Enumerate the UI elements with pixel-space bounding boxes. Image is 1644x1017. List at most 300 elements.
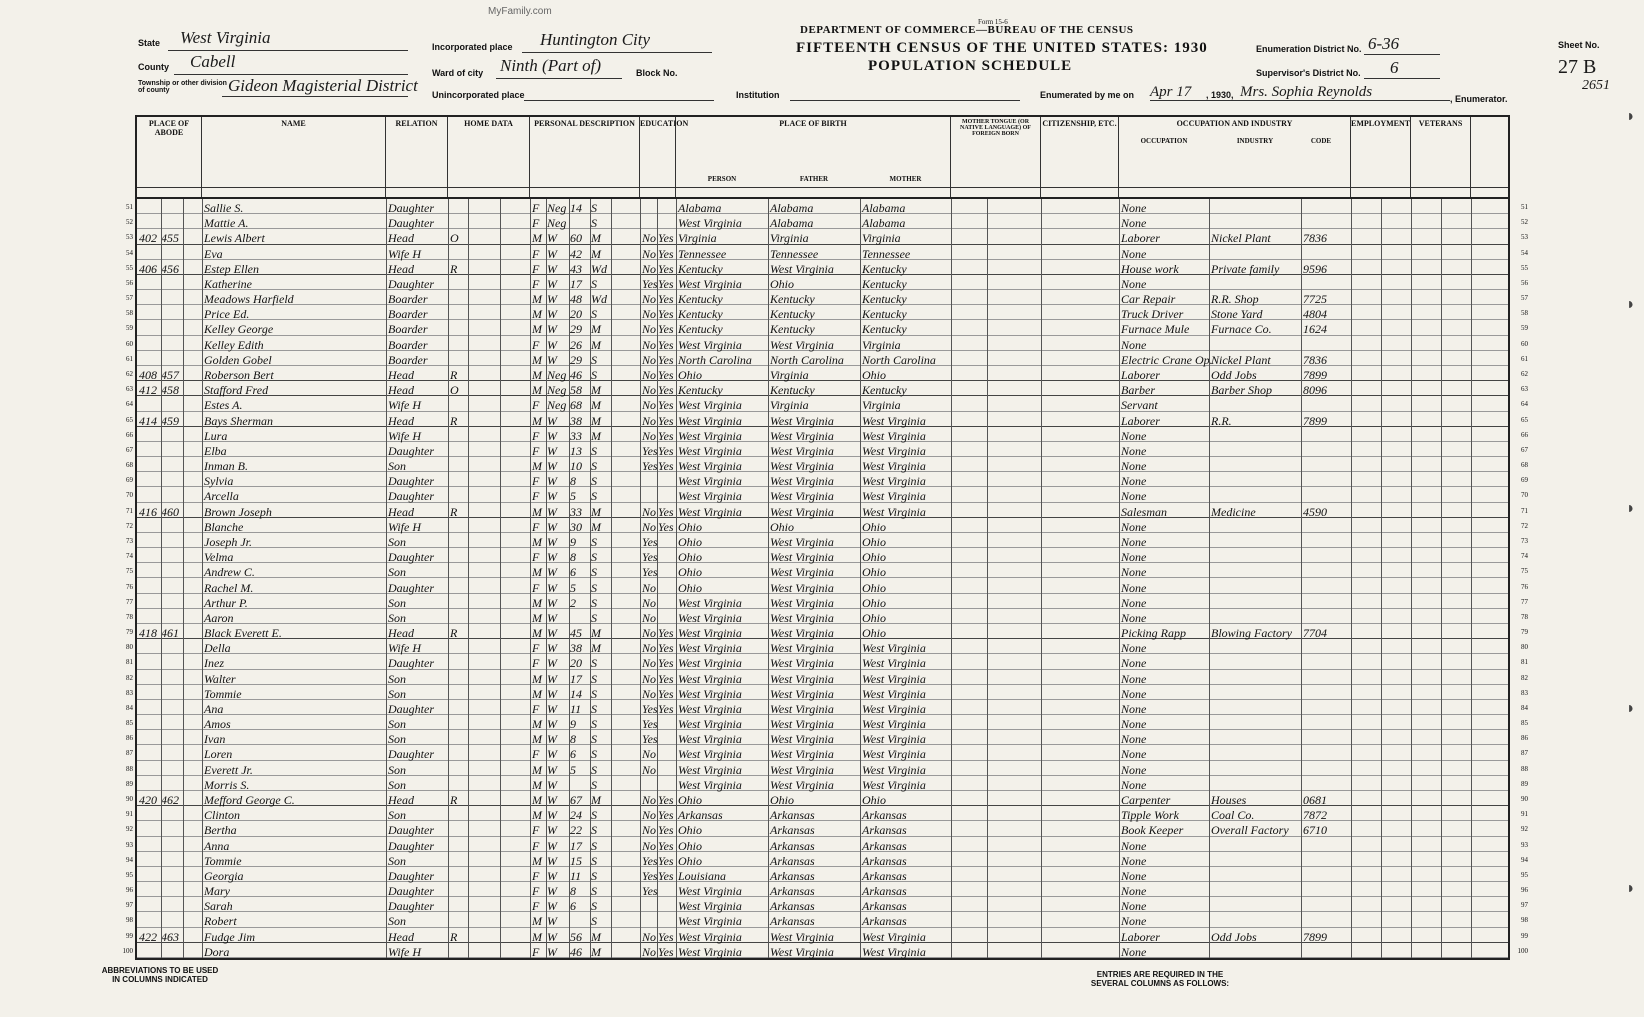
cell-occ: None — [1121, 443, 1147, 458]
cell-rd: Yes — [658, 292, 674, 307]
cell-race: W — [547, 489, 557, 504]
cell-age: 11 — [570, 701, 582, 716]
cell-sex: M — [532, 626, 542, 641]
cell-mar: S — [591, 838, 597, 853]
cell-sch: No — [642, 246, 657, 261]
cell-code: 7836 — [1303, 352, 1327, 367]
subhead-father: FATHER — [799, 175, 829, 183]
cell-fbp: Alabama — [770, 216, 814, 231]
cell-sex: F — [532, 747, 540, 762]
line-number-right: 85 — [1521, 719, 1528, 728]
cell-occ: None — [1121, 519, 1147, 534]
cell-bp: West Virginia — [678, 671, 742, 686]
line-number: 85 — [126, 719, 133, 728]
line-number: 72 — [126, 521, 133, 530]
cell-bp: West Virginia — [678, 929, 742, 944]
cell-race: W — [547, 641, 557, 656]
cell-race: W — [547, 884, 557, 899]
line-number-right: 93 — [1521, 840, 1528, 849]
cell-occ: Tipple Work — [1121, 808, 1179, 823]
cell-fbp: West Virginia — [770, 550, 834, 565]
cell-rel: Head — [388, 413, 414, 428]
cell-rel: Son — [388, 686, 406, 701]
cell-bp: West Virginia — [678, 899, 742, 914]
cell-name: Dora — [204, 944, 230, 959]
cell-mbp: Tennessee — [862, 246, 911, 261]
cell-name: Price Ed. — [204, 307, 250, 322]
cell-rd: Yes — [658, 626, 674, 641]
cell-occ: None — [1121, 838, 1147, 853]
cell-race: W — [547, 686, 557, 701]
table-row — [126, 639, 1528, 656]
cell-mar: S — [591, 367, 597, 382]
cell-name: Golden Gobel — [204, 352, 272, 367]
department-title: DEPARTMENT OF COMMERCE—BUREAU OF THE CENSUS — [800, 24, 1134, 36]
cell-name: Walter — [204, 671, 236, 686]
cell-bp: Ohio — [678, 838, 702, 853]
line-number-right: 87 — [1521, 749, 1528, 758]
cell-name: Anna — [204, 838, 230, 853]
cell-mbp: Kentucky — [862, 292, 907, 307]
cell-mar: S — [591, 899, 597, 914]
column-divider — [1411, 199, 1412, 958]
cell-age: 11 — [570, 868, 582, 883]
cell-fbp: Virginia — [770, 231, 809, 246]
cell-rel: Son — [388, 671, 406, 686]
cell-name: Kelley Edith — [204, 337, 264, 352]
cell-fbp: West Virginia — [770, 626, 834, 641]
cell-code: 9596 — [1303, 261, 1327, 276]
cell-sex: M — [532, 413, 542, 428]
cell-occ: None — [1121, 276, 1147, 291]
cell-mar: M — [591, 322, 601, 337]
cell-age: 9 — [570, 534, 576, 549]
line-number: 52 — [126, 218, 133, 227]
cell-occ: None — [1121, 686, 1147, 701]
cell-bp: Ohio — [678, 534, 702, 549]
line-number: 94 — [126, 855, 133, 864]
cell-name: Clinton — [204, 808, 241, 823]
line-number-right: 81 — [1521, 658, 1528, 667]
line-number-right: 54 — [1521, 248, 1528, 257]
cell-occ: None — [1121, 610, 1147, 625]
cell-fbp: West Virginia — [770, 459, 834, 474]
table-row — [126, 351, 1528, 367]
cell-mbp: West Virginia — [862, 443, 926, 458]
enumerator-name: Mrs. Sophia Reynolds — [1240, 84, 1373, 100]
cell-sch: No — [642, 808, 657, 823]
cell-name: Arcella — [204, 489, 239, 504]
cell-rel: Daughter — [388, 216, 434, 231]
subhead-occupation: OCCUPATION — [1140, 137, 1188, 145]
col-occupation-industry: OCCUPATION AND INDUSTRY OCCUPATION INDUSTRY CODE — [1119, 117, 1351, 199]
cell-name: Morris S. — [204, 777, 250, 792]
table-row — [126, 837, 1528, 853]
cell-own: R — [450, 929, 458, 944]
cell-bp: West Virginia — [678, 216, 742, 231]
cell-fbp: West Virginia — [770, 413, 834, 428]
cell-rel: Son — [388, 762, 406, 777]
cell-ind: Medicine — [1211, 504, 1256, 519]
cell-sch: No — [642, 231, 657, 246]
cell-mbp: Ohio — [862, 626, 886, 641]
cell-mbp: Kentucky — [862, 322, 907, 337]
line-number: 92 — [126, 825, 133, 834]
cell-age: 46 — [570, 944, 582, 959]
cell-rel: Head — [388, 626, 414, 641]
cell-race: W — [547, 732, 557, 747]
table-row — [122, 943, 1528, 959]
sheet-label: Sheet No. — [1558, 40, 1600, 50]
cell-mar: S — [591, 307, 597, 322]
cell-bp: Ohio — [678, 823, 702, 838]
cell-race: W — [547, 322, 557, 337]
cell-sch: No — [642, 944, 657, 959]
cell-rd: Yes — [658, 276, 674, 291]
cell-fbp: West Virginia — [770, 762, 834, 777]
cell-race: W — [547, 276, 557, 291]
cell-fbp: Arkansas — [770, 853, 815, 868]
cell-fbp: West Virginia — [770, 747, 834, 762]
cell-occ: None — [1121, 534, 1147, 549]
cell-fbp: Arkansas — [770, 808, 815, 823]
cell-sex: M — [532, 565, 542, 580]
cell-mbp: Arkansas — [862, 884, 907, 899]
line-number-right: 65 — [1521, 415, 1528, 424]
cell-age: 17 — [570, 671, 582, 686]
table-row — [126, 670, 1528, 686]
cell-ind: Nickel Plant — [1211, 231, 1271, 246]
line-number: 78 — [126, 612, 133, 621]
cell-occ: None — [1121, 428, 1147, 443]
cell-occ: None — [1121, 671, 1147, 686]
cell-dw: 406 — [139, 261, 157, 276]
cell-mar: S — [591, 701, 597, 716]
cell-age: 68 — [570, 398, 582, 413]
cell-rd: Yes — [658, 413, 674, 428]
cell-sex: F — [532, 868, 540, 883]
cell-occ: Salesman — [1121, 504, 1167, 519]
cell-sex: F — [532, 216, 540, 231]
cell-own: O — [450, 231, 459, 246]
cell-rel: Son — [388, 732, 406, 747]
cell-race: W — [547, 701, 557, 716]
cell-fbp: West Virginia — [770, 504, 834, 519]
col-veterans: VETERANS — [1411, 117, 1471, 199]
cell-occ: Electric Crane Op. — [1121, 352, 1213, 367]
cell-mar: M — [591, 337, 601, 352]
cell-fbp: West Virginia — [770, 565, 834, 580]
cell-bp: Kentucky — [678, 383, 723, 398]
table-row — [126, 882, 1528, 899]
line-number: 99 — [126, 931, 133, 940]
watermark: MyFamily.com — [488, 6, 552, 17]
cell-name: Andrew C. — [204, 565, 255, 580]
cell-sex: F — [532, 276, 540, 291]
cell-sex: M — [532, 367, 542, 382]
cell-rel: Son — [388, 459, 406, 474]
cell-fbp: Virginia — [770, 398, 809, 413]
line-number: 55 — [126, 263, 133, 272]
table-row — [126, 806, 1528, 823]
line-number: 90 — [126, 795, 133, 804]
cell-rel: Boarder — [388, 322, 428, 337]
column-divider — [546, 199, 547, 958]
cell-sch: Yes — [642, 717, 658, 732]
column-divider — [1301, 199, 1302, 958]
table-row — [126, 487, 1528, 504]
township-value: Gideon Magisterial District — [228, 76, 418, 95]
cell-mar: S — [591, 823, 597, 838]
cell-mbp: Arkansas — [862, 838, 907, 853]
cell-name: Roberson Bert — [204, 367, 274, 382]
cell-fam: 461 — [161, 626, 179, 641]
cell-age: 10 — [570, 459, 582, 474]
cell-age: 20 — [570, 656, 582, 671]
cell-sch: No — [642, 671, 657, 686]
cell-rel: Daughter — [388, 276, 434, 291]
line-number: 57 — [126, 294, 133, 303]
state-value: West Virginia — [180, 28, 271, 47]
cell-fbp: Arkansas — [770, 823, 815, 838]
cell-age: 8 — [570, 884, 576, 899]
cell-mar: S — [591, 686, 597, 701]
enumerator-label: , Enumerator. — [1450, 94, 1508, 104]
cell-mar: S — [591, 474, 597, 489]
cell-sex: F — [532, 201, 540, 215]
cell-fbp: West Virginia — [770, 580, 834, 595]
cell-mar: M — [591, 398, 601, 413]
cell-rel: Daughter — [388, 899, 434, 914]
cell-name: Aaron — [204, 610, 234, 625]
cell-fam: 462 — [161, 793, 179, 808]
cell-race: Neg — [547, 201, 567, 215]
cell-sex: F — [532, 246, 540, 261]
cell-mar: S — [591, 747, 597, 762]
line-number: 100 — [122, 946, 133, 955]
cell-age: 48 — [570, 292, 582, 307]
cell-own: R — [450, 504, 458, 519]
cell-rel: Son — [388, 808, 406, 823]
line-number: 66 — [126, 430, 133, 439]
cell-sch: No — [642, 610, 657, 625]
cell-age: 17 — [570, 838, 582, 853]
cell-mar: S — [591, 534, 597, 549]
cell-mar: S — [591, 777, 597, 792]
cell-rel: Daughter — [388, 656, 434, 671]
line-number: 79 — [126, 628, 133, 637]
cell-race: Neg — [547, 216, 567, 231]
cell-occ: Truck Driver — [1121, 307, 1184, 322]
cell-mbp: Kentucky — [862, 276, 907, 291]
cell-sex: M — [532, 762, 542, 777]
cell-occ: None — [1121, 656, 1147, 671]
cell-ind: Blowing Factory — [1211, 626, 1292, 641]
subhead-industry: INDUSTRY — [1236, 137, 1274, 145]
cell-fbp: West Virginia — [770, 443, 834, 458]
line-number-right: 66 — [1521, 430, 1528, 439]
cell-sch: No — [642, 686, 657, 701]
cell-age: 43 — [570, 261, 582, 276]
cell-mbp: Kentucky — [862, 383, 907, 398]
line-number: 53 — [126, 233, 133, 242]
line-number-right: 98 — [1521, 916, 1528, 925]
enum-year: , 1930, — [1206, 90, 1234, 100]
cell-age: 14 — [570, 201, 582, 215]
cell-mar: S — [591, 732, 597, 747]
cell-mbp: Ohio — [862, 610, 886, 625]
cell-fbp: West Virginia — [770, 656, 834, 671]
table-row — [126, 381, 1528, 398]
col-relation: RELATION — [386, 117, 448, 199]
subhead-code: CODE — [1310, 137, 1332, 145]
cell-bp: West Virginia — [678, 656, 742, 671]
cell-mbp: Alabama — [862, 216, 906, 231]
cell-rd: Yes — [658, 929, 674, 944]
cell-sex: F — [532, 428, 540, 443]
cell-bp: West Virginia — [678, 701, 742, 716]
column-divider — [768, 199, 769, 958]
cell-sch: No — [642, 656, 657, 671]
cell-rel: Wife H — [388, 641, 421, 656]
line-number-right: 56 — [1521, 278, 1528, 287]
cell-age: 9 — [570, 717, 576, 732]
cell-sch: No — [642, 337, 657, 352]
cell-rel: Daughter — [388, 884, 434, 899]
cell-sch: Yes — [642, 884, 658, 899]
cell-ind: R.R. Shop — [1211, 292, 1259, 307]
cell-rel: Daughter — [388, 550, 434, 565]
institution-label: Institution — [736, 90, 780, 100]
cell-name: Amos — [204, 717, 231, 732]
cell-bp: Ohio — [678, 793, 702, 808]
cell-sex: M — [532, 686, 542, 701]
column-divider — [590, 199, 591, 958]
cell-mbp: Ohio — [862, 565, 886, 580]
cell-code: 4804 — [1303, 307, 1327, 322]
cell-rel: Wife H — [388, 944, 421, 959]
cell-bp: Ohio — [678, 580, 702, 595]
cell-age: 30 — [570, 519, 582, 534]
cell-sex: M — [532, 534, 542, 549]
cell-sch: No — [642, 307, 657, 322]
cell-race: W — [547, 352, 557, 367]
line-number-right: 58 — [1521, 309, 1528, 318]
cell-sex: M — [532, 504, 542, 519]
cell-age: 38 — [570, 641, 582, 656]
cell-mar: S — [591, 459, 597, 474]
cell-occ: Laborer — [1121, 367, 1160, 382]
cell-code: 7704 — [1303, 626, 1327, 641]
cell-race: W — [547, 565, 557, 580]
cell-bp: West Virginia — [678, 428, 742, 443]
line-number: 74 — [126, 552, 133, 561]
cell-bp: Ohio — [678, 367, 702, 382]
cell-sch: No — [642, 413, 657, 428]
cell-ind: Furnace Co. — [1211, 322, 1272, 337]
cell-fbp: West Virginia — [770, 686, 834, 701]
cell-code: 6710 — [1303, 823, 1327, 838]
cell-mar: S — [591, 610, 597, 625]
line-number: 77 — [126, 597, 133, 606]
table-row — [126, 503, 1528, 519]
line-number-right: 94 — [1521, 855, 1528, 864]
cell-rel: Daughter — [388, 747, 434, 762]
cell-sch: No — [642, 641, 657, 656]
cell-bp: Ohio — [678, 550, 702, 565]
cell-bp: West Virginia — [678, 626, 742, 641]
entries-required-title: ENTRIES ARE REQUIRED IN THE SEVERAL COLUMNS AS FOLLOWS: — [1090, 970, 1230, 988]
cell-occ: Laborer — [1121, 929, 1160, 944]
cell-bp: West Virginia — [678, 762, 742, 777]
cell-age: 5 — [570, 762, 576, 777]
cell-mbp: Arkansas — [862, 808, 907, 823]
population-table — [122, 115, 1528, 960]
table-row — [126, 427, 1528, 443]
line-number: 73 — [126, 536, 133, 545]
cell-fam: 455 — [161, 231, 179, 246]
cell-race: W — [547, 717, 557, 732]
cell-occ: House work — [1121, 261, 1179, 276]
line-number-right: 82 — [1521, 673, 1528, 682]
cell-race: Neg — [547, 398, 567, 413]
cell-sch: No — [642, 322, 657, 337]
cell-sex: M — [532, 610, 542, 625]
line-number: 65 — [126, 415, 133, 424]
cell-mbp: Arkansas — [862, 899, 907, 914]
table-row — [126, 821, 1528, 838]
stamp-number: 2651 — [1582, 78, 1610, 93]
cell-bp: Arkansas — [678, 808, 723, 823]
cell-bp: West Virginia — [678, 459, 742, 474]
cell-bp: West Virginia — [678, 489, 742, 504]
cell-sex: M — [532, 717, 542, 732]
line-number: 58 — [126, 309, 133, 318]
table-row — [126, 852, 1528, 868]
cell-occ: Carpenter — [1121, 793, 1171, 808]
cell-mar: S — [591, 489, 597, 504]
cell-age: 29 — [570, 352, 582, 367]
cell-age: 6 — [570, 747, 576, 762]
line-number: 98 — [126, 916, 133, 925]
place-value: Huntington City — [540, 30, 651, 49]
cell-rd: Yes — [658, 793, 674, 808]
subhead-mother: MOTHER — [889, 175, 922, 183]
cell-name: Estes A. — [204, 398, 243, 413]
cell-mar: M — [591, 428, 601, 443]
table-row — [126, 715, 1528, 732]
line-number: 83 — [126, 688, 133, 697]
cell-fbp: West Virginia — [770, 732, 834, 747]
line-number: 51 — [126, 203, 133, 211]
line-number-right: 73 — [1521, 536, 1528, 545]
cell-rd: Yes — [658, 322, 674, 337]
line-number-right: 68 — [1521, 461, 1528, 470]
cell-mbp: Virginia — [862, 231, 901, 246]
cell-occ: None — [1121, 580, 1147, 595]
cell-name: Arthur P. — [204, 595, 248, 610]
cell-rel: Daughter — [388, 701, 434, 716]
cell-race: W — [547, 231, 557, 246]
cell-race: Neg — [547, 383, 567, 398]
cell-ind: Odd Jobs — [1211, 367, 1257, 382]
cell-fam: 463 — [161, 929, 179, 944]
cell-mbp: West Virginia — [862, 641, 926, 656]
cell-dw: 420 — [139, 793, 157, 808]
cell-mar: S — [591, 717, 597, 732]
cell-rd: Yes — [658, 701, 674, 716]
column-divider — [530, 199, 531, 958]
